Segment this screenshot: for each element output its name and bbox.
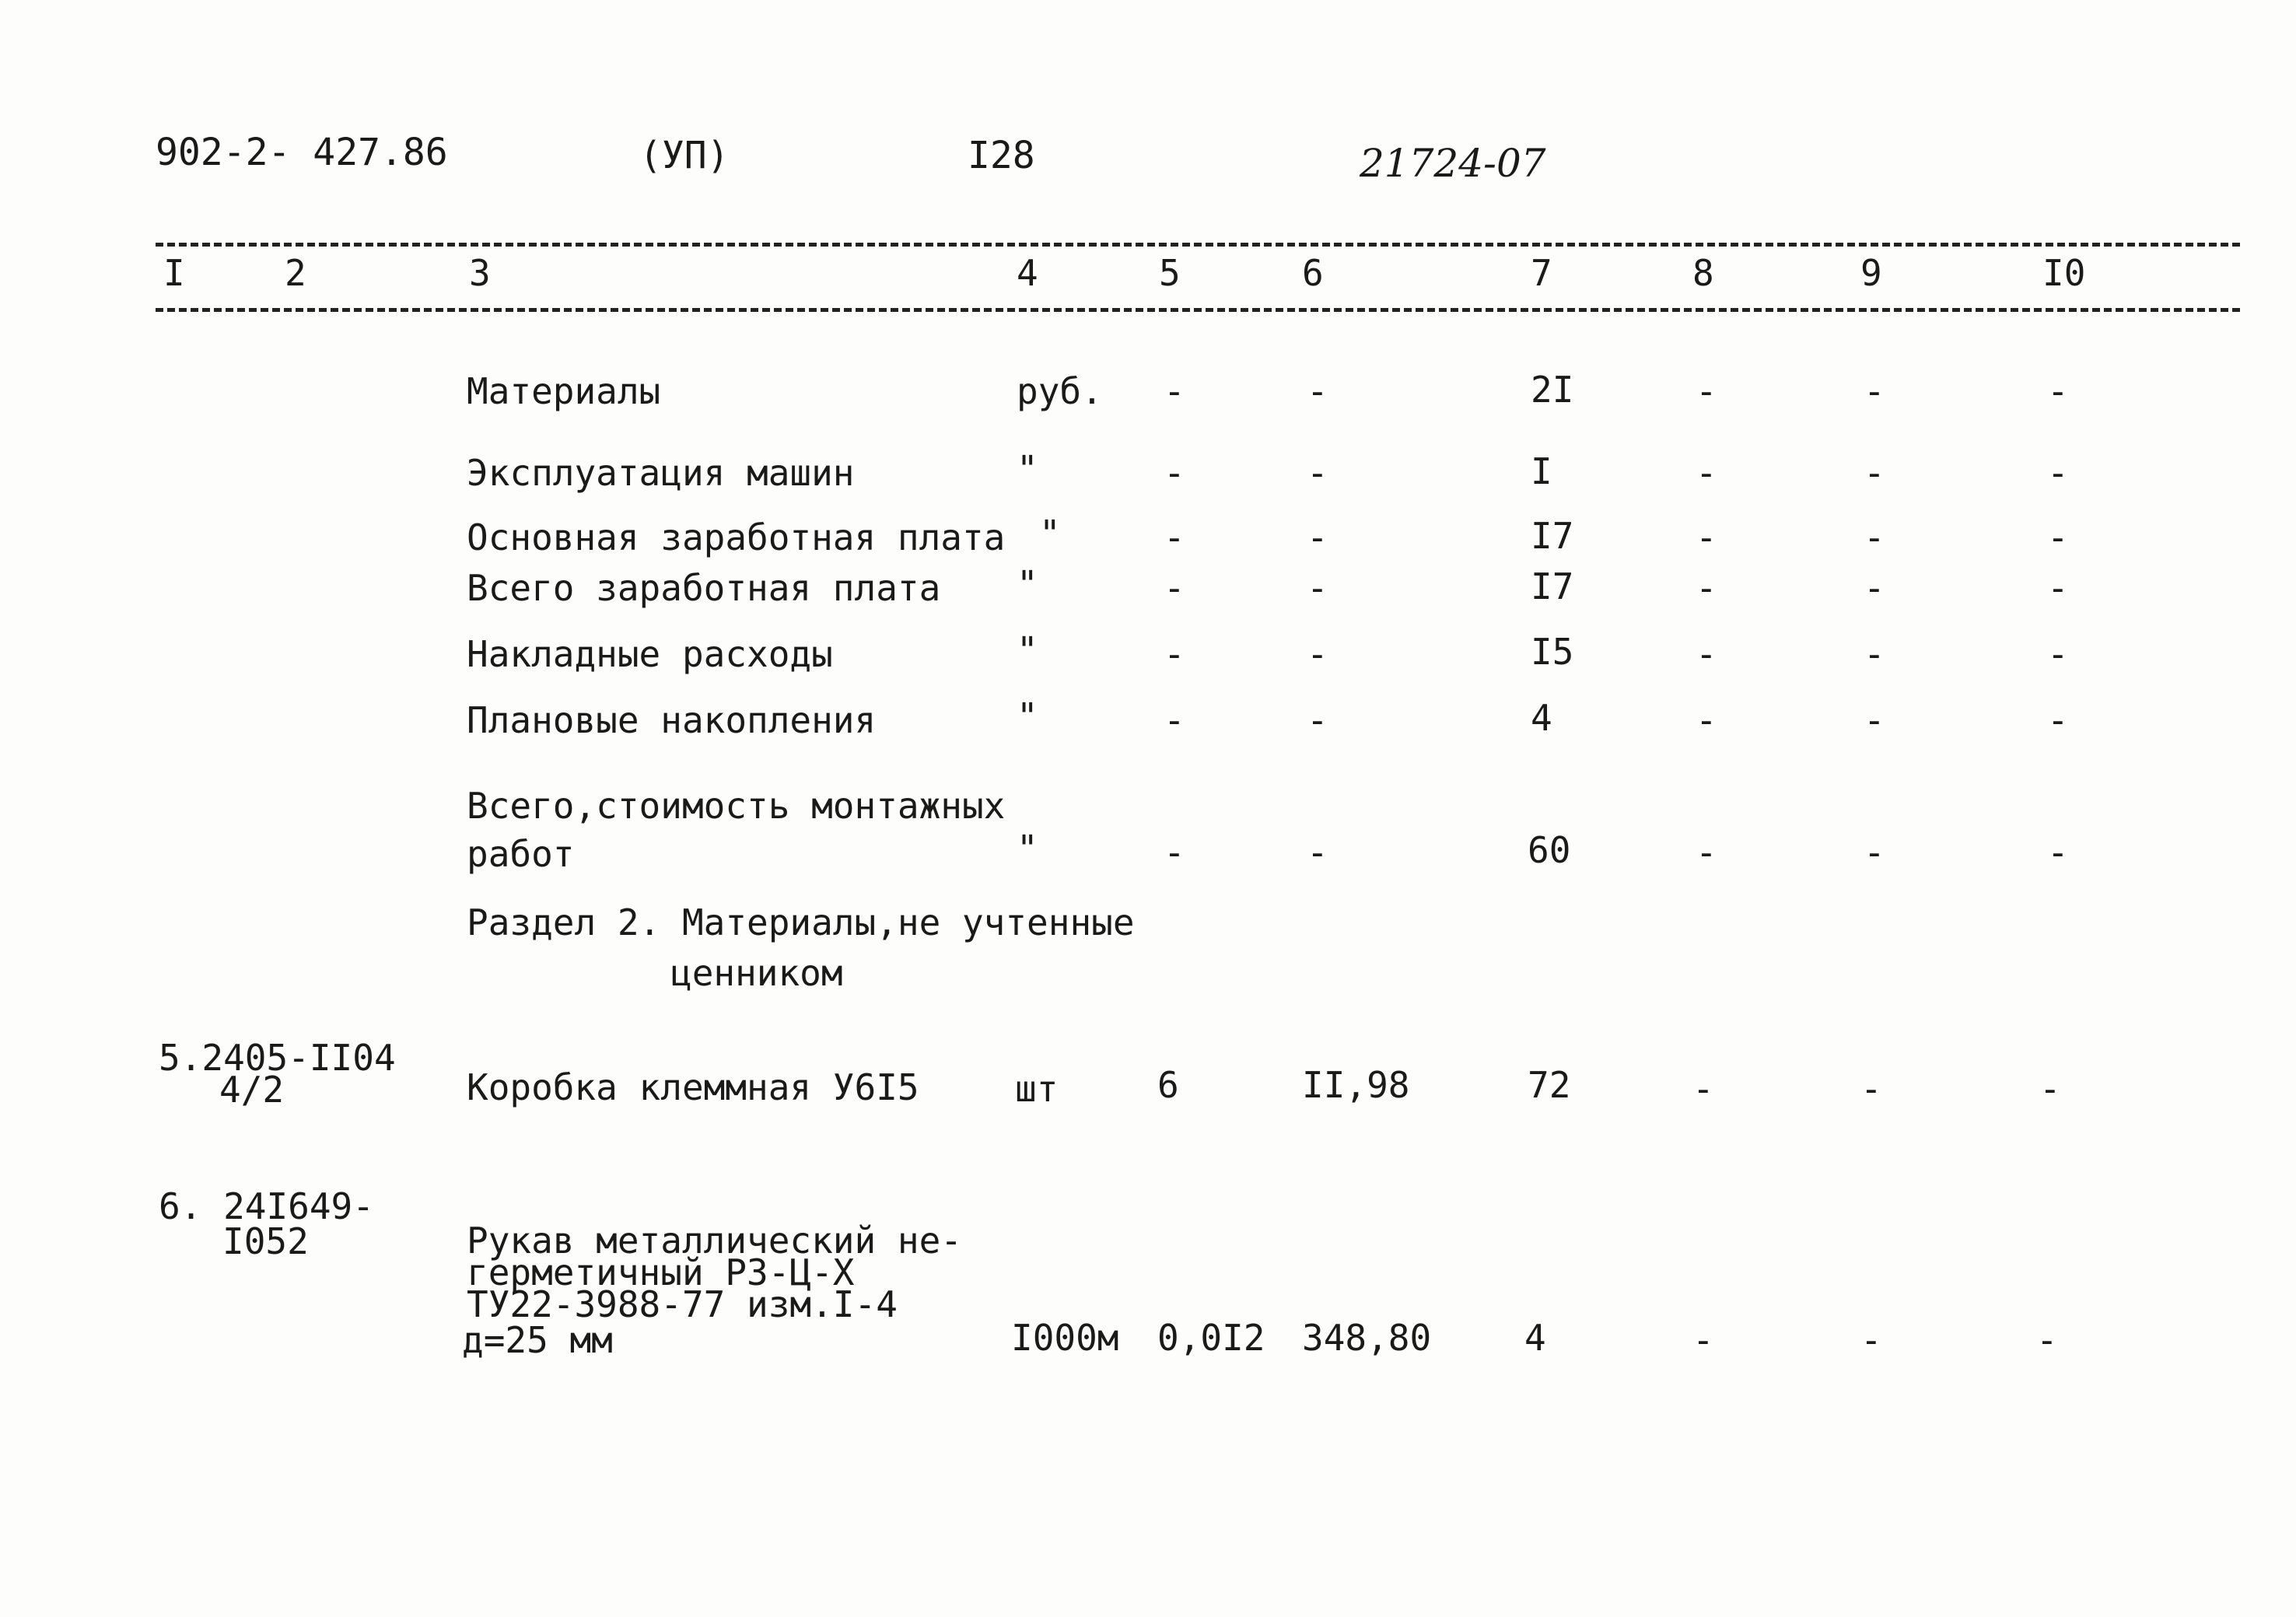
row-col9: - (1864, 699, 1885, 741)
row-col9: - (1864, 370, 1885, 412)
item-unit: I000м (1011, 1317, 1119, 1359)
row-col7: 2I (1531, 369, 1574, 411)
column-header-4: 4 (1017, 252, 1038, 294)
row-col7: 60 (1528, 829, 1571, 871)
row-col6: - (1307, 831, 1328, 873)
item-col8: - (1692, 1068, 1714, 1110)
item-name-line4: д=25 мм (462, 1319, 613, 1361)
item-unit: шт (1015, 1068, 1059, 1110)
row-name: Материалы (467, 370, 661, 412)
row-col8: - (1696, 516, 1717, 558)
item-price: II,98 (1302, 1064, 1410, 1106)
row-col8: - (1696, 633, 1717, 675)
row-name: Плановые накопления (467, 699, 877, 741)
row-col10: - (2047, 699, 2069, 741)
row-col10: - (2047, 831, 2069, 873)
column-header-8: 8 (1692, 252, 1714, 294)
item-number-line2: 4/2 (219, 1069, 285, 1111)
row-col5: - (1164, 370, 1185, 412)
row-col8: - (1696, 452, 1717, 494)
row-col8: - (1696, 567, 1717, 609)
row-col7: I7 (1531, 515, 1574, 557)
item-number-line1: 6. 24I649- (159, 1185, 374, 1227)
item-name: Коробка клеммная У6I5 (467, 1066, 919, 1108)
column-header-10: I0 (2042, 252, 2086, 294)
row-col6: - (1307, 452, 1328, 494)
row-col9: - (1864, 831, 1885, 873)
row-col8: - (1696, 831, 1717, 873)
row-col9: - (1864, 567, 1885, 609)
row-col5: - (1164, 831, 1185, 873)
column-header-6: 6 (1302, 252, 1324, 294)
row-col8: - (1696, 370, 1717, 412)
item-number-line2: I052 (222, 1220, 309, 1262)
row-unit: " (1017, 629, 1038, 671)
row-col7: I7 (1531, 565, 1574, 607)
row-col6: - (1307, 370, 1328, 412)
item-col9: - (1860, 1319, 1882, 1361)
row-col10: - (2047, 452, 2069, 494)
item-col8: - (1692, 1319, 1714, 1361)
row-col6: - (1307, 567, 1328, 609)
row-col9: - (1864, 633, 1885, 675)
item-col10: - (2036, 1319, 2058, 1361)
row-unit: " (1039, 513, 1061, 555)
row-col8: - (1696, 699, 1717, 741)
row-col9: - (1864, 516, 1885, 558)
document-code: 902-2- 427.86 (156, 131, 448, 174)
page-number: I28 (968, 134, 1035, 177)
document-series: (УП) (639, 134, 730, 177)
row-unit: " (1017, 695, 1038, 737)
row-col6: - (1307, 699, 1328, 741)
row-col5: - (1164, 452, 1185, 494)
item-total: 72 (1528, 1064, 1571, 1106)
row-unit: " (1017, 448, 1038, 490)
item-col10: - (2039, 1068, 2061, 1110)
row-col6: - (1307, 633, 1328, 675)
row-name: Основная заработная плата (467, 516, 1006, 558)
row-col10: - (2047, 567, 2069, 609)
row-unit: " (1017, 828, 1038, 870)
column-header-5: 5 (1159, 252, 1181, 294)
header-top-rule (156, 243, 2240, 247)
item-total: 4 (1524, 1317, 1546, 1359)
header-bottom-rule (156, 308, 2240, 312)
row-name: Накладные расходы (467, 633, 833, 675)
item-name-line3: ТУ22-3988-77 изм.I-4 (467, 1283, 898, 1325)
row-col7: I (1531, 450, 1552, 492)
item-name-line2: герметичный РЗ-Ц-Х (467, 1251, 855, 1293)
item-col9: - (1860, 1068, 1882, 1110)
column-header-9: 9 (1860, 252, 1882, 294)
column-header-3: 3 (469, 252, 491, 294)
row-col10: - (2047, 370, 2069, 412)
row-name: Всего заработная плата (467, 567, 941, 609)
row-name-line1: Всего,стоимость монтажных (467, 785, 1006, 827)
row-col10: - (2047, 516, 2069, 558)
column-header-7: 7 (1531, 252, 1552, 294)
item-price: 348,80 (1302, 1317, 1432, 1359)
row-col9: - (1864, 452, 1885, 494)
item-qty: 6 (1157, 1064, 1179, 1106)
row-col10: - (2047, 633, 2069, 675)
column-header-2: 2 (285, 252, 306, 294)
row-name: Эксплуатация машин (467, 452, 855, 494)
section-heading-line1: Раздел 2. Материалы,не учтенные (467, 901, 1135, 943)
column-header-1: I (163, 252, 185, 294)
row-name-line2: работ (467, 833, 575, 875)
section-heading-line2: ценником (670, 952, 843, 994)
item-number-line1: 5.2405-II04 (159, 1037, 396, 1079)
row-col7: 4 (1531, 697, 1552, 739)
row-col5: - (1164, 567, 1185, 609)
handwritten-number: 21724-07 (1360, 141, 1546, 186)
row-unit: руб. (1017, 370, 1103, 412)
row-unit: " (1017, 563, 1038, 605)
item-qty: 0,0I2 (1157, 1317, 1265, 1359)
item-name-line1: Рукав металлический не- (467, 1220, 962, 1262)
row-col5: - (1164, 633, 1185, 675)
row-col5: - (1164, 516, 1185, 558)
row-col7: I5 (1531, 631, 1574, 673)
row-col6: - (1307, 516, 1328, 558)
row-col5: - (1164, 699, 1185, 741)
